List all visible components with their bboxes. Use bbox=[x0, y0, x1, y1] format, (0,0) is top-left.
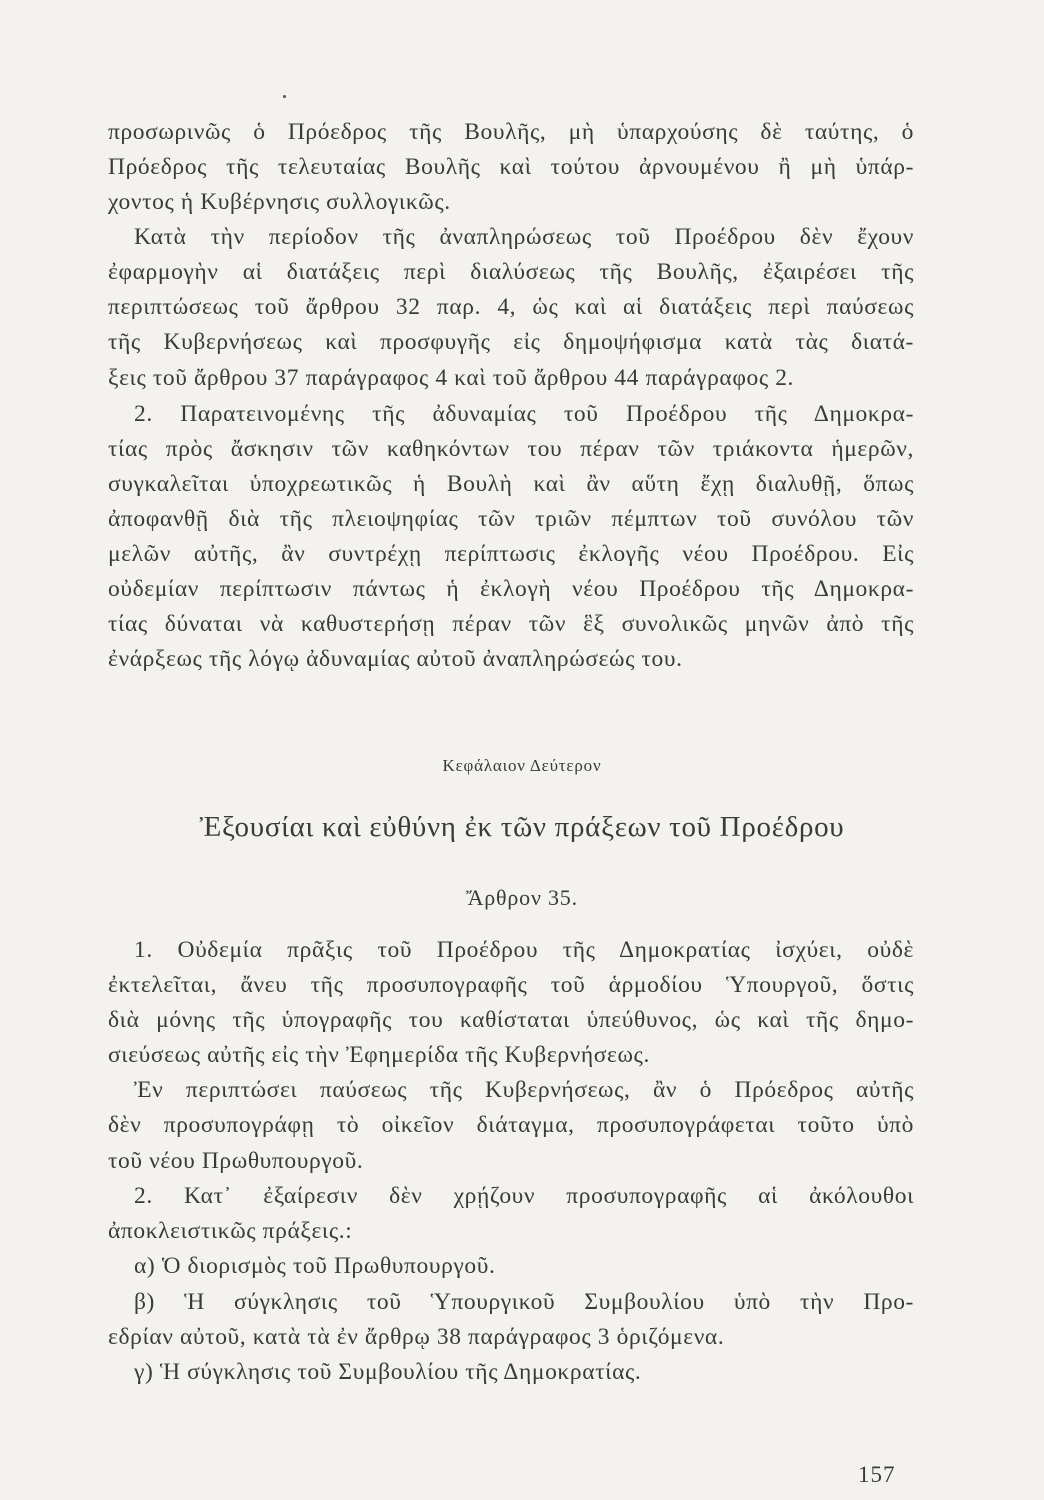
text-line: ἐκτελεῖται, ἄνευ τῆς προσυπογραφῆς τοῦ ἁρμοδίου Ὑπουργοῦ, ὅστις bbox=[108, 972, 914, 998]
text-line: περιπτώσεως τοῦ ἄρθρου 32 παρ. 4, ὡς καὶ αἱ διατάξεις περὶ παύσεως bbox=[108, 294, 914, 320]
chapter-title: Ἐξουσίαι καὶ εὐθύνη ἐκ τῶν πράξεων τοῦ Προέδρου bbox=[199, 811, 845, 843]
text-line: διὰ μόνης τῆς ὑπογραφῆς του καθίσταται ὑπεύθυνος, ὡς καὶ τῆς δημο- bbox=[108, 1007, 914, 1033]
text-line: χοντος ἡ Κυβέρνησις συλλογικῶς. bbox=[108, 189, 451, 215]
text-line: Κατὰ τὴν περίοδον τῆς ἀναπληρώσεως τοῦ Προέδρου δὲν ἔχουν bbox=[134, 224, 914, 250]
text-line: ἀποκλειστικῶς πράξεις.: bbox=[108, 1218, 353, 1244]
text-line: ἀποφανθῇ διὰ τῆς πλειοψηφίας τῶν τριῶν πέμπτων τοῦ συνόλου τῶν bbox=[108, 506, 914, 532]
chapter-label: Κεφάλαιον Δεύτερον bbox=[442, 756, 602, 775]
text-line: ἐφαρμογὴν αἱ διατάξεις περὶ διαλύσεως τῆς Βουλῆς, ἐξαιρέσει τῆς bbox=[108, 259, 914, 285]
text-line: εδρίαν αὐτοῦ, κατὰ τὰ ἐν ἄρθρῳ 38 παράγραφος 3 ὁριζόμενα. bbox=[108, 1324, 725, 1350]
text-line: Ἐν περιπτώσει παύσεως τῆς Κυβερνήσεως, ἂν ὁ Πρόεδρος αὐτῆς bbox=[134, 1077, 914, 1103]
text-line: τίας πρὸς ἄσκησιν τῶν καθηκόντων του πέραν τῶν τριάκοντα ἡμερῶν, bbox=[108, 436, 914, 462]
text-line: οὐδεμίαν περίπτωσιν πάντως ἡ ἐκλογὴ νέου Προέδρου τῆς Δημοκρα- bbox=[108, 576, 914, 602]
article-heading: Ἄρθρον 35. bbox=[466, 885, 578, 910]
text-line: δὲν προσυπογράφῃ τὸ οἰκεῖον διάταγμα, προσυπογράφεται τοῦτο ὑπὸ bbox=[108, 1112, 914, 1138]
text-line: τοῦ νέου Πρωθυπουργοῦ. bbox=[108, 1148, 364, 1174]
text-line: 2. Παρατεινομένης τῆς ἀδυναμίας τοῦ Προέδρου τῆς Δημοκρα- bbox=[134, 401, 914, 427]
list-item: γ) Ἡ σύγκλησις τοῦ Συμβουλίου τῆς Δημοκρατίας. bbox=[134, 1359, 642, 1385]
text-line: τίας δύναται νὰ καθυστερήσῃ πέραν τῶν ἓξ συνολικῶς μηνῶν ἀπὸ τῆς bbox=[108, 611, 914, 637]
text-line: ἐνάρξεως τῆς λόγῳ ἀδυναμίας αὐτοῦ ἀναπληρώσεώς του. bbox=[108, 646, 683, 672]
text-line: σιεύσεως αὐτῆς εἰς τὴν Ἐφημερίδα τῆς Κυβερνήσεως. bbox=[108, 1042, 650, 1068]
list-item: α) Ὁ διορισμὸς τοῦ Πρωθυπουργοῦ. bbox=[134, 1253, 496, 1279]
text-line: 2. Κατ᾽ ἐξαίρεσιν δὲν χρῄζουν προσυπογραφῆς αἱ ἀκόλουθοι bbox=[134, 1183, 914, 1209]
list-item: β) Ἡ σύγκλησις τοῦ Ὑπουργικοῦ Συμβουλίου ὑπὸ τὴν Προ- bbox=[134, 1289, 914, 1315]
text-line: συγκαλεῖται ὑποχρεωτικῶς ἡ Βουλὴ καὶ ἂν αὕτη ἔχῃ διαλυθῇ, ὅπως bbox=[108, 471, 914, 497]
page-number: 157 bbox=[858, 1462, 896, 1487]
text-line: Πρόεδρος τῆς τελευταίας Βουλῆς καὶ τούτου ἀρνουμένου ἢ μὴ ὑπάρ- bbox=[108, 154, 914, 180]
text-line: προσωρινῶς ὁ Πρόεδρος τῆς Βουλῆς, μὴ ὑπαρχούσης δὲ ταύτης, ὁ bbox=[108, 119, 914, 145]
text-line: μελῶν αὐτῆς, ἂν συντρέχῃ περίπτωσις ἐκλογῆς νέου Προέδρου. Εἰς bbox=[108, 541, 914, 567]
text-line: τῆς Κυβερνήσεως καὶ προσφυγῆς εἰς δημοψήφισμα κατὰ τὰς διατά- bbox=[108, 329, 914, 355]
text-line: 1. Οὐδεμία πρᾶξις τοῦ Προέδρου τῆς Δημοκρατίας ἰσχύει, οὐδὲ bbox=[134, 937, 914, 963]
text-line: ξεις τοῦ ἄρθρου 37 παράγραφος 4 καὶ τοῦ ἄρθρου 44 παράγραφος 2. bbox=[108, 365, 795, 391]
print-speck bbox=[283, 95, 286, 98]
